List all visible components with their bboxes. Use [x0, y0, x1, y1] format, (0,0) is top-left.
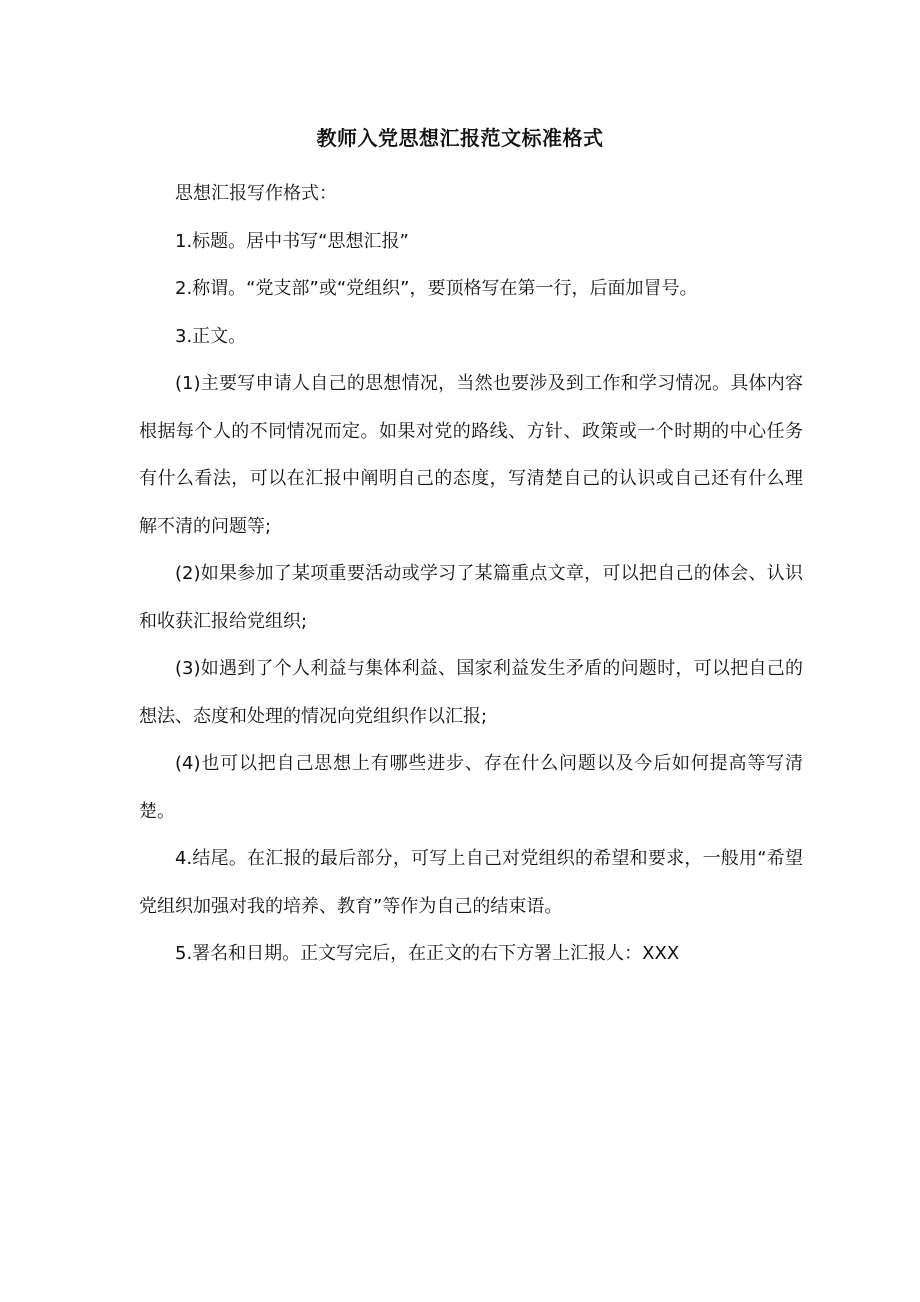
paragraph-ending-rule: 4.结尾。在汇报的最后部分，可写上自己对党组织的希望和要求，一般用“希望党组织加强对我的培养、教育”等作为自己的结束语。	[139, 848, 803, 917]
paragraph-body-item-3: (3)如遇到了个人利益与集体利益、国家利益发生矛盾的问题时，可以把自己的想法、态度和处理的情况向党组织作以汇报;	[139, 658, 803, 727]
paragraph-format-intro: 思想汇报写作格式：	[175, 183, 337, 204]
paragraph-body-item-2: (2)如果参加了某项重要活动或学习了某篇重点文章，可以把自己的体会、认识和收获汇报给党组织;	[139, 563, 803, 632]
document-title: 教师入党思想汇报范文标准格式	[316, 126, 604, 150]
document-body	[139, 170, 803, 978]
paragraph-body-heading: 3.正文。	[175, 325, 247, 347]
paragraph-title-rule: 1.标题。居中书写“思想汇报”	[175, 230, 409, 252]
paragraph-body-item-4: (4)也可以把自己思想上有哪些进步、存在什么问题以及今后如何提高等写清楚。	[139, 753, 803, 822]
paragraph-body-item-1: (1)主要写申请人自己的思想情况，当然也要涉及到工作和学习情况。具体内容根据每个人的不同情况而定。如果对党的路线、方针、政策或一个时期的中心任务有什么看法，可以在汇报中阐明自己的态度，写清楚自己的认识或自己还有什么理解不清的问题等;	[139, 373, 803, 537]
paragraph-salutation-rule: 2.称谓。“党支部”或“党组织”，要顶格写在第一行，后面加冒号。	[175, 278, 698, 299]
paragraph-signature-rule: 5.署名和日期。正文写完后，在正文的右下方署上汇报人：XXX	[175, 943, 680, 964]
